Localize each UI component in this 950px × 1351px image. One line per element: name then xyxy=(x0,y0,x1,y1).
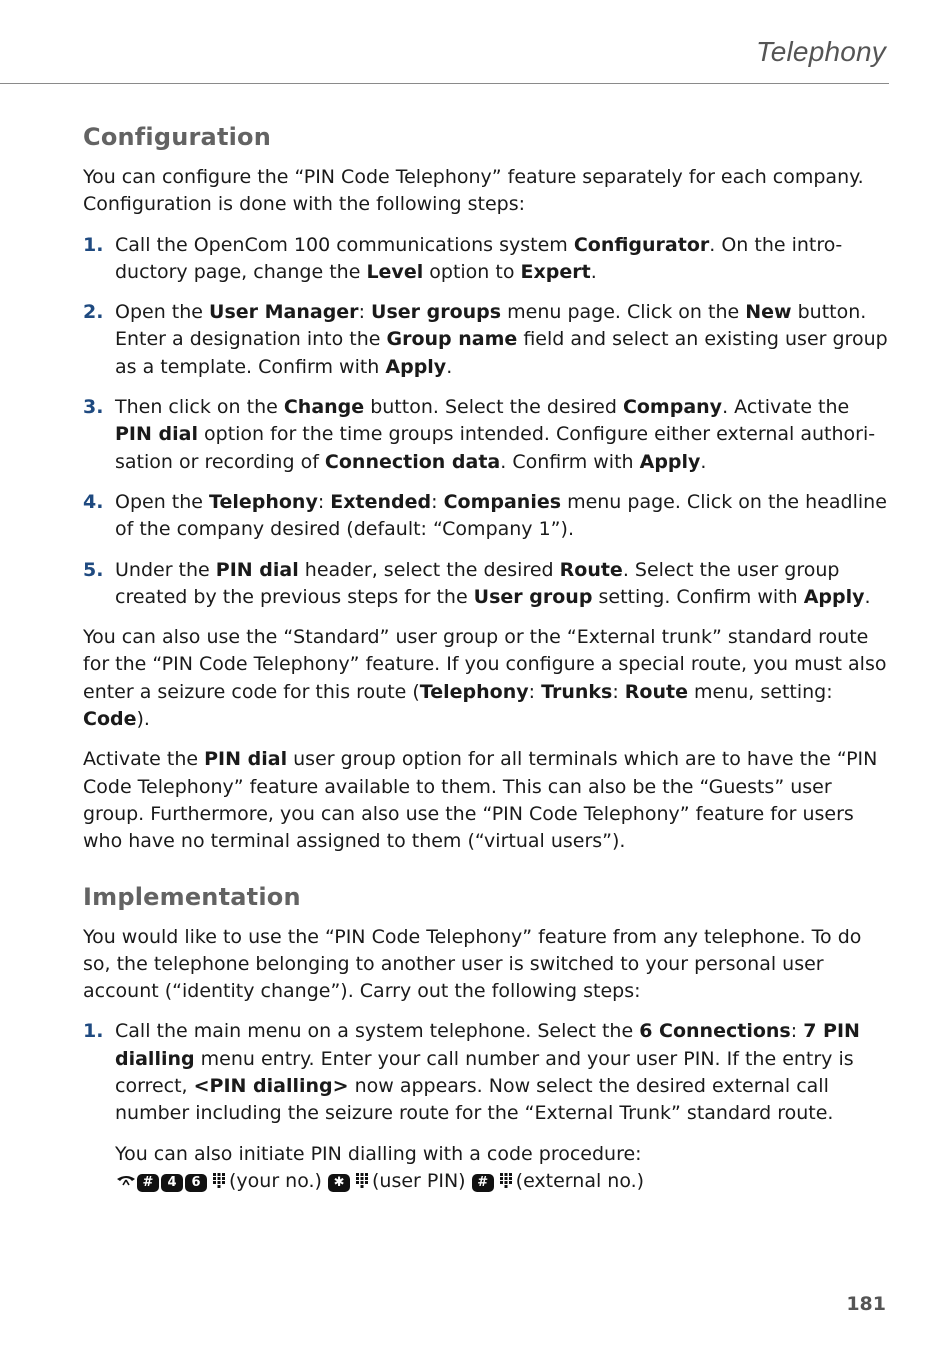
step-number: 3. xyxy=(83,396,104,419)
list-item: 1. Call the main menu on a system telephone. Select the 6 Connections: 7 PIN dialling menu entry. Enter your call number and your user PIN. If the entry is correct, <PIN dialling> now appears. Now select the desired external call number including the seizure route for the “External Trunk” standard route. You can also initiate PIN dialling with a code procedure: # 4 6 (your no.) ✱ (user PIN) # (external no.) xyxy=(83,1018,888,1195)
configuration-steps xyxy=(83,232,888,612)
list-item: 1. Call the OpenCom 100 communications system Configurator. On the introductory page, change the Level option to Expert. xyxy=(83,233,843,283)
hash-key: # xyxy=(137,1174,159,1192)
configuration-paragraph-3: Activate the PIN dial user group option for all terminals which are to have the “PIN Code Telephony” feature available to them. This can also be the “Guests” user group. Furthermore, you can also use the “PIN Code Telephony” feature for users who have no terminal assigned to them (“virtual users”). xyxy=(83,748,878,853)
keypad-icon xyxy=(355,1172,369,1188)
code-procedure-intro: You can also initiate PIN dialling with a code procedure: xyxy=(115,1142,642,1165)
keypad-icon xyxy=(499,1172,513,1188)
star-key: ✱ xyxy=(328,1174,350,1192)
list-item: 2. Open the User Manager: User groups menu page. Click on the New button. Enter a designation into the Group name field and select an existing user group as a template. Confirm with Apply. xyxy=(83,301,888,378)
code-procedure xyxy=(115,1141,888,1196)
running-header: Telephony xyxy=(756,36,886,67)
digit-key: 6 xyxy=(185,1174,207,1192)
handset-lift-icon xyxy=(115,1171,137,1187)
external-number-label: (external no.) xyxy=(515,1169,645,1192)
list-item: 4. Open the Telephony: Extended: Companies menu page. Click on the headline of the company desired (default: “Company 1”). xyxy=(83,490,887,541)
configuration-intro: You can configure the “PIN Code Telephony” feature separately for each company. Configuration is done with the following steps: xyxy=(83,166,864,216)
step-number: 4. xyxy=(83,490,104,513)
your-number-label: (your no.) xyxy=(229,1169,322,1192)
step-number: 5. xyxy=(83,558,104,581)
list-item: 3. Then click on the Change button. Select the desired Company. Activate the PIN dial option for the time groups intended. Configure either external authorisation or recording of Connection data. Confirm with Apply. xyxy=(83,396,876,473)
code-sequence xyxy=(115,1168,888,1195)
step-number: 1. xyxy=(83,233,104,256)
implementation-intro: You would like to use the “PIN Code Telephony” feature from any telephone. To do so, the telephone belonging to another user is switched to your personal user account (“identity change”). Carry out the following steps: xyxy=(83,925,862,1003)
implementation-heading: Implementation xyxy=(83,882,301,911)
step-number: 2. xyxy=(83,301,104,324)
configuration-heading: Configuration xyxy=(83,123,272,151)
user-pin-label: (user PIN) xyxy=(372,1169,466,1192)
digit-key: 4 xyxy=(161,1174,183,1192)
page-number: 181 xyxy=(846,1293,886,1315)
header-rule xyxy=(0,83,889,84)
step-number: 1. xyxy=(83,1020,104,1043)
configuration-paragraph-2: You can also use the “Standard” user group or the “External trunk” standard route for the “PIN Code Telephony” feature. If you configure a special route, you must also enter a seizure code for this route (Telephony: Trunks: Route menu, setting: Code). xyxy=(83,626,887,731)
hash-key: # xyxy=(472,1174,494,1192)
list-item: 5. Under the PIN dial header, select the desired Route. Select the user group created by the previous steps for the User group setting. Confirm with Apply. xyxy=(83,558,871,608)
keypad-icon xyxy=(212,1172,226,1188)
implementation-steps xyxy=(83,1018,888,1195)
page-content xyxy=(83,120,888,1208)
